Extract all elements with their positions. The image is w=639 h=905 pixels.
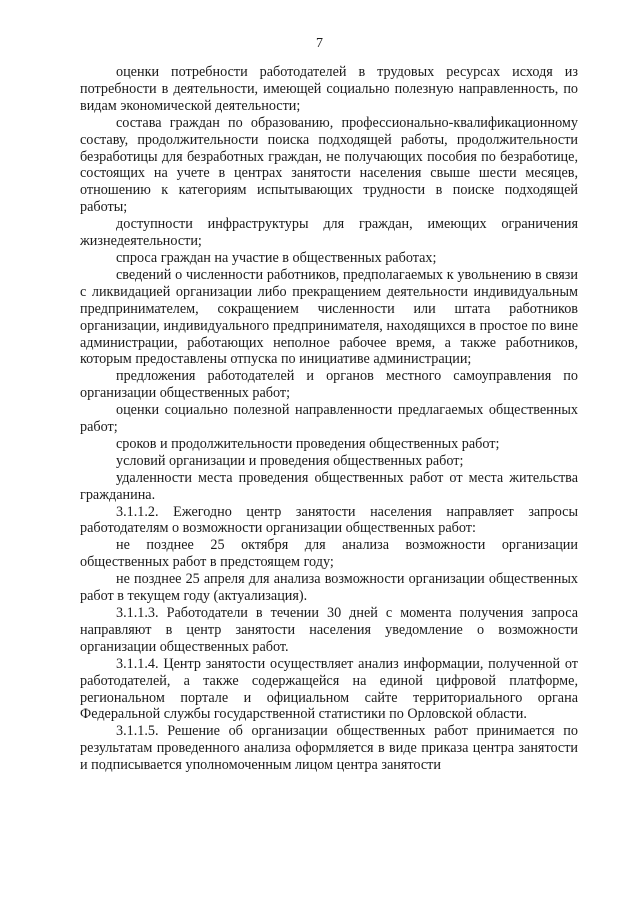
paragraph: спроса граждан на участие в общественных работах; [116, 249, 437, 266]
paragraph: условий организации и проведения общественных работ; [116, 452, 464, 469]
paragraph: удаленности места проведения общественных работ от места жительства гражданина. [80, 469, 578, 503]
document-body [80, 64, 578, 774]
paragraph: 3.1.1.5. Решение об организации общественных работ принимается по результатам проведенного анализа оформляется в виде приказа центра занятости и подписывается уполномоченным лицом центра занятости [80, 723, 578, 774]
paragraph: оценки социально полезной направленности предлагаемых общественных работ; [80, 402, 578, 436]
page-number: 7 [316, 36, 323, 51]
paragraph: состава граждан по образованию, профессионально-квалификационному составу, продолжительности поиска подходящей работы, продолжительности безработицы для безработных граждан, не получающих пособия по безработице, состоящих на учете в центрах занятости населения свыше шести месяцев, отношению к категориям испытывающих трудности в поиске подходящей работы; [80, 114, 578, 216]
paragraph: 3.1.1.2. Ежегодно центр занятости населения направляет запросы работодателям о возможности организации общественных работ: [80, 503, 578, 537]
paragraph: сроков и продолжительности проведения общественных работ; [116, 435, 500, 452]
paragraph: сведений о численности работников, предполагаемых к увольнению в связи с ликвидацией организации либо прекращением деятельности индивидуальным предпринимателем, сокращением численности или штата работников организации, индивидуального предпринимателя, находящихся в простое по вине администрации, работающих неполное рабочее время, а также работников, которым предоставлены отпуска по инициативе администрации; [80, 266, 578, 368]
paragraph: доступности инфраструктуры для граждан, имеющих ограничения жизнедеятельности; [80, 216, 578, 250]
paragraph: 3.1.1.4. Центр занятости осуществляет анализ информации, полученной от работодателей, а также содержащейся на единой цифровой платформе, региональном портале и официальном сайте территориального органа Федеральной службы государственной статистики по Орловской области. [80, 655, 578, 723]
paragraph: 3.1.1.3. Работодатели в течении 30 дней с момента получения запроса направляют в центр занятости населения уведомление о возможности организации общественных работ. [80, 605, 578, 655]
paragraph: предложения работодателей и органов местного самоуправления по организации общественных работ; [80, 368, 578, 402]
paragraph: не позднее 25 октября для анализа возможности организации общественных работ в предстоящем году; [80, 537, 578, 571]
paragraph: оценки потребности работодателей в трудовых ресурсах исходя из потребности в деятельности, имеющей социально полезную направленность, по видам экономической деятельности; [80, 64, 578, 114]
paragraph: не позднее 25 апреля для анализа возможности организации общественных работ в текущем году (актуализация). [80, 571, 578, 605]
